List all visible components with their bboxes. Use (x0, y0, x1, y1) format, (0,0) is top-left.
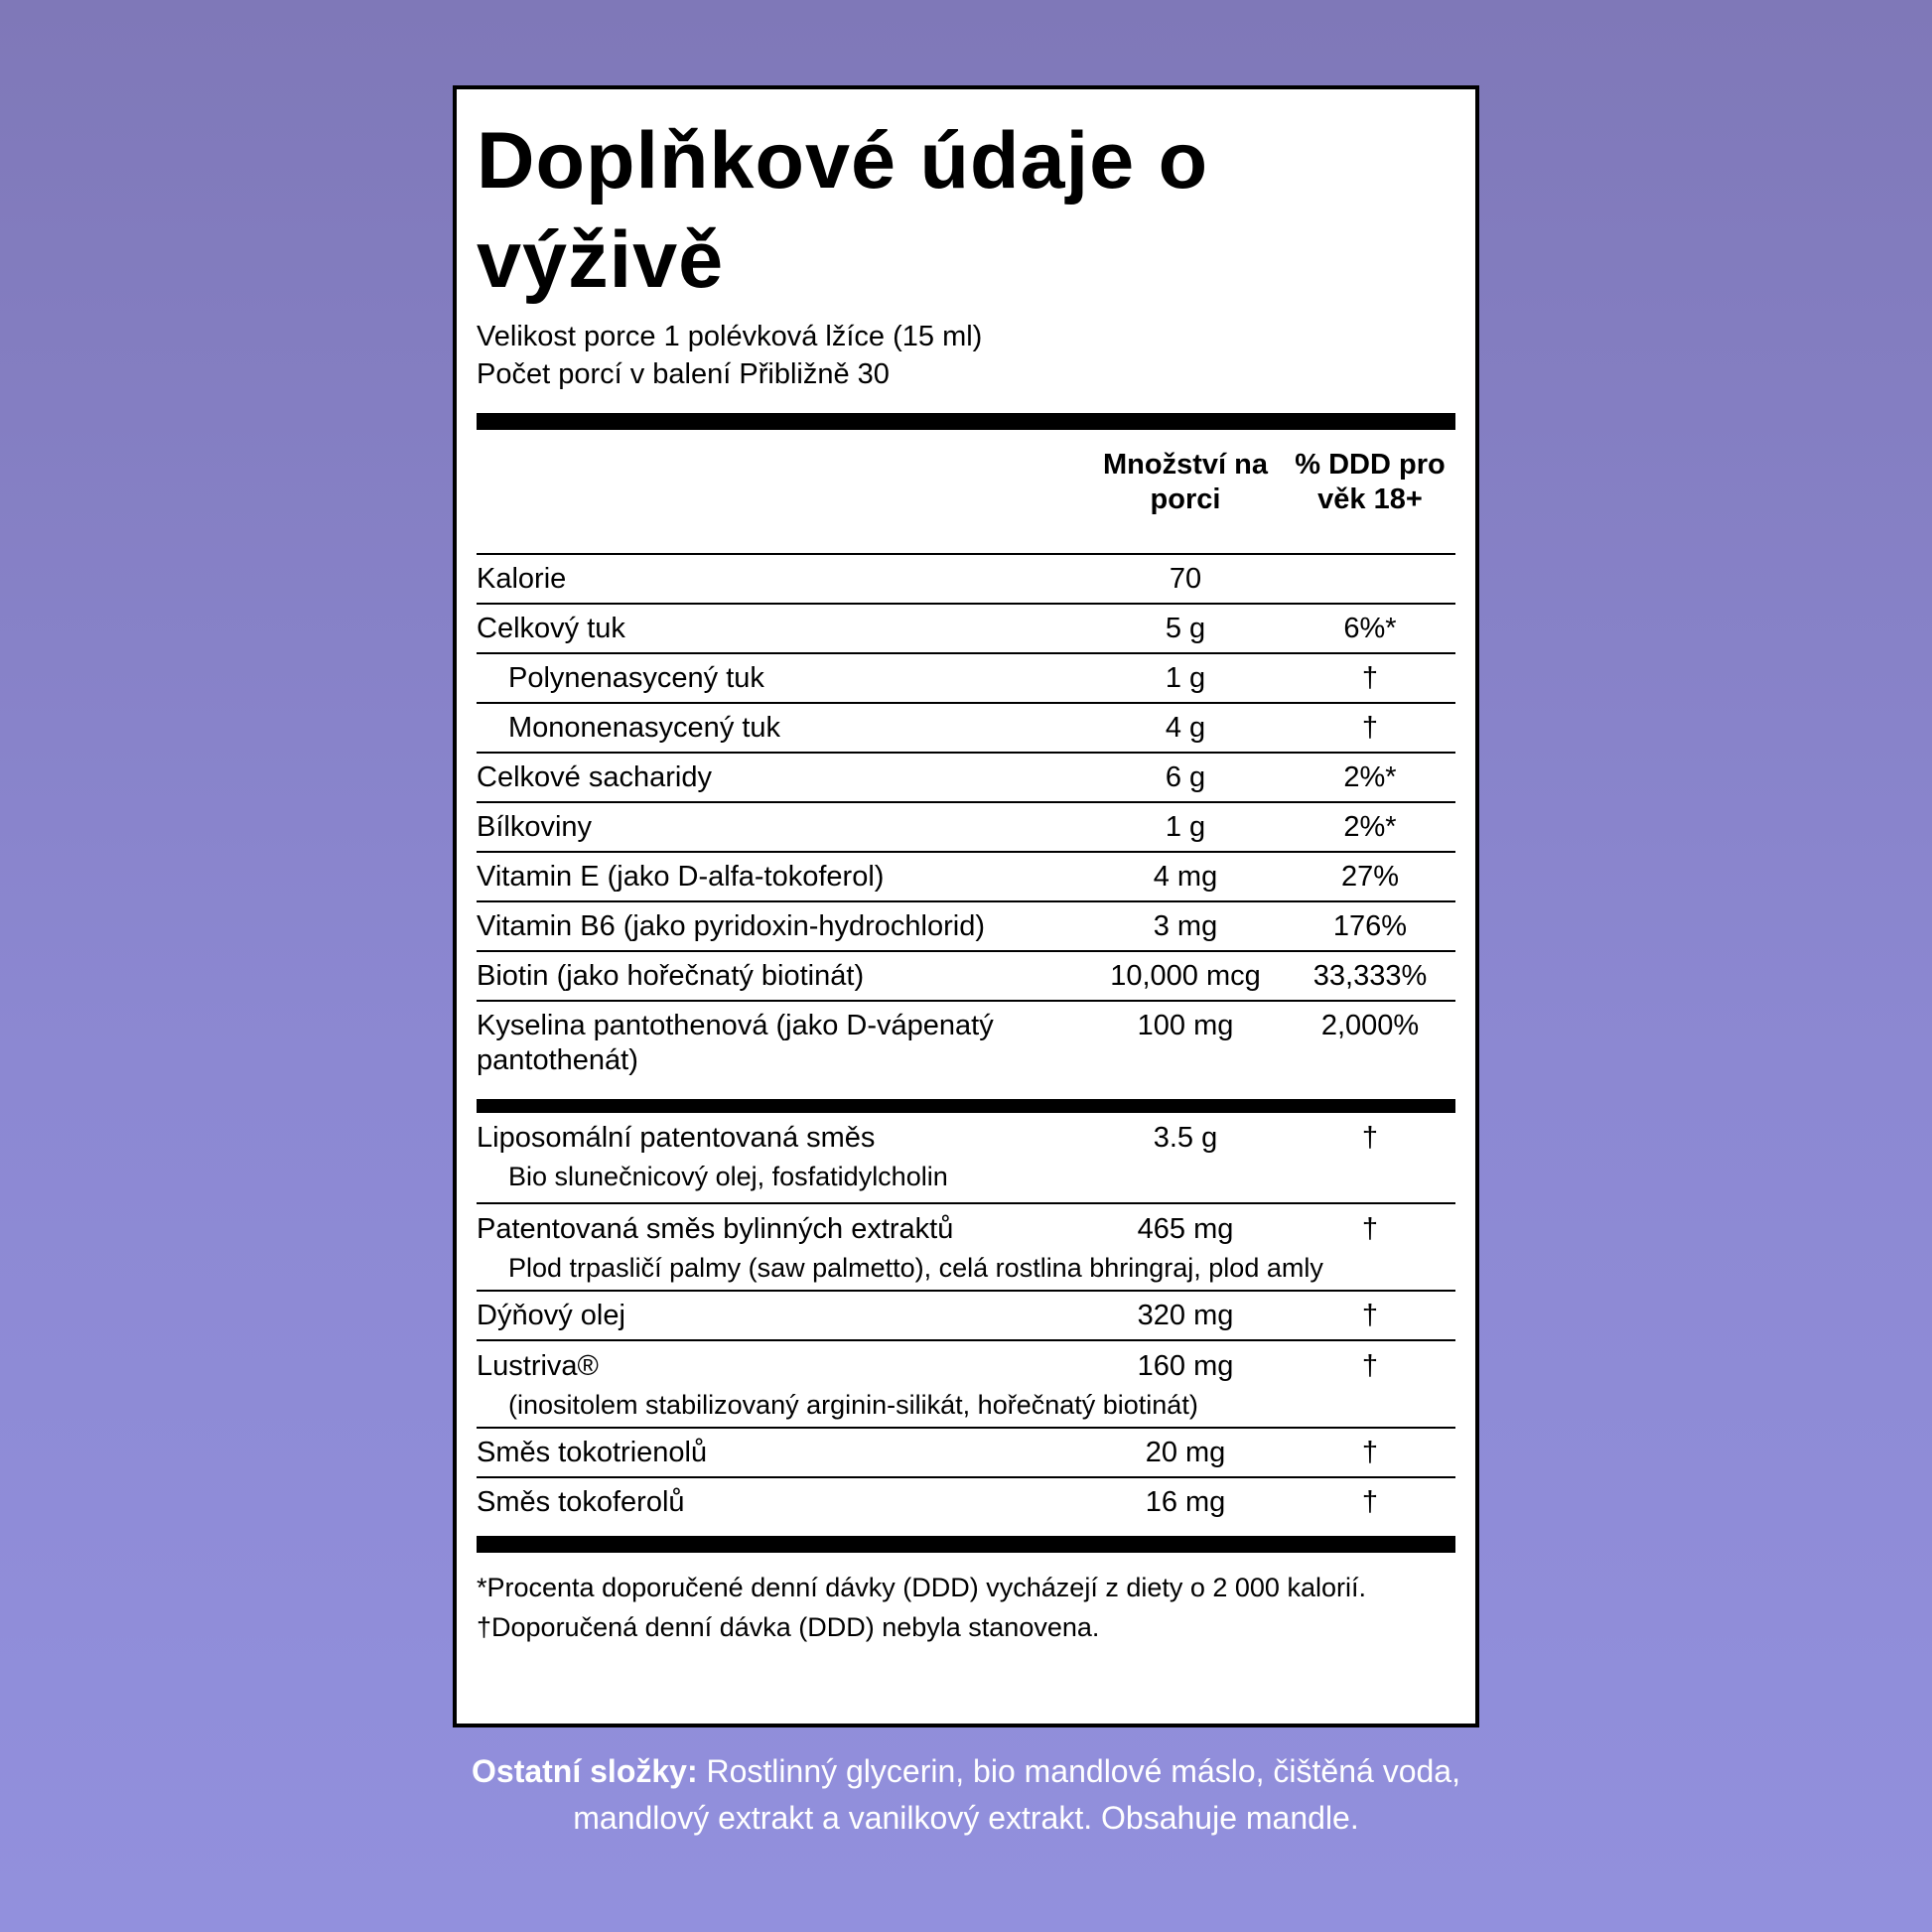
blend-amount: 160 mg (1137, 1350, 1234, 1382)
blend-amount: 20 mg (1145, 1437, 1226, 1468)
nutrient-name: Vitamin E (jako D-alfa-tokoferol) (477, 861, 885, 893)
other-ingredients-text: Rostlinný glycerin, bio mandlové máslo, čištěná voda, mandlový extrakt a vanilkový extrakt. Obsahuje mandle. (573, 1753, 1460, 1836)
nutrient-amount: 1 g (1165, 662, 1206, 694)
nutrient-dv: 2%* (1343, 761, 1397, 793)
nutrient-amount: 3 mg (1153, 910, 1218, 942)
blend-dv: † (1361, 1213, 1379, 1245)
blend-name: Liposomální patentovaná směs (477, 1122, 876, 1154)
nutrient-row (477, 803, 1455, 853)
nutrient-row (477, 1002, 1455, 1099)
nutrient-amount: 70 (1169, 563, 1202, 595)
blend-dv: † (1361, 1350, 1379, 1382)
nutrient-name: Celkový tuk (477, 613, 625, 644)
footnote-dagger: †Doporučená denní dávka (DDD) nebyla stanovena. (477, 1612, 1100, 1642)
nutrient-name: Kalorie (477, 563, 567, 595)
nutrient-amount: 6 g (1165, 761, 1206, 793)
divider-mid (477, 1099, 1455, 1113)
blend-row (477, 1478, 1455, 1528)
other-ingredients (437, 1748, 1495, 1842)
other-ingredients-label: Ostatní složky: (472, 1753, 698, 1789)
nutrient-dv: 33,333% (1312, 960, 1428, 992)
nutrient-row (477, 605, 1455, 654)
nutrient-amount: 1 g (1165, 811, 1206, 843)
footnote-dv: *Procenta doporučené denní dávky (DDD) vycházejí z diety o 2 000 kalorií. (477, 1573, 1366, 1602)
nutrient-name: Vitamin B6 (jako pyridoxin-hydrochlorid) (477, 910, 986, 942)
nutrient-row (477, 555, 1455, 605)
blend-amount: 320 mg (1137, 1300, 1234, 1331)
nutrient-dv: 2%* (1343, 811, 1397, 843)
nutrient-name: Mononenasycený tuk (508, 712, 781, 744)
blend-name: Směs tokoferolů (477, 1486, 685, 1518)
blend-row (477, 1204, 1455, 1292)
column-dv-header: % DDD pro věk 18+ (1295, 449, 1446, 515)
blend-ingredients: Bio slunečnicový olej, fosfatidylcholin (508, 1162, 948, 1191)
supplement-facts-panel (453, 85, 1479, 1727)
nutrient-name: Bílkoviny (477, 811, 593, 843)
blend-amount: 3.5 g (1153, 1122, 1218, 1154)
panel-title: Doplňkové údaje o výživě (477, 116, 1209, 305)
nutrient-dv: † (1361, 662, 1379, 694)
nutrient-dv: 6%* (1343, 613, 1397, 644)
nutrient-amount: 100 mg (1137, 1010, 1234, 1041)
blend-row (477, 1113, 1455, 1204)
blend-dv: † (1361, 1300, 1379, 1331)
serving-info (477, 318, 1455, 393)
nutrient-amount: 5 g (1165, 613, 1206, 644)
nutrient-name: Polynenasycený tuk (508, 662, 764, 694)
blend-ingredients: Plod trpasličí palmy (saw palmetto), celá rostlina bhringraj, plod amly (508, 1253, 1323, 1283)
nutrient-row (477, 952, 1455, 1002)
blend-name: Lustriva® (477, 1350, 599, 1382)
blend-row (477, 1429, 1455, 1478)
column-header (477, 430, 1455, 555)
blend-dv: † (1361, 1486, 1379, 1518)
servings-per-container: Počet porcí v balení Přibližně 30 (477, 358, 890, 390)
blend-ingredients: (inositolem stabilizovaný arginin-silikát, hořečnatý biotinát) (508, 1390, 1198, 1420)
nutrient-row (477, 704, 1455, 754)
nutrient-amount: 10,000 mcg (1110, 960, 1261, 992)
blend-name: Dýňový olej (477, 1300, 625, 1331)
footnotes (477, 1571, 1455, 1644)
nutrient-dv: 27% (1340, 861, 1400, 893)
blend-row (477, 1341, 1455, 1429)
blend-dv: † (1361, 1437, 1379, 1468)
nutrient-dv: 2,000% (1320, 1010, 1420, 1041)
nutrient-name: Biotin (jako hořečnatý biotinát) (477, 960, 865, 992)
column-amount-header: Množství na porci (1103, 449, 1268, 515)
blend-name: Směs tokotrienolů (477, 1437, 708, 1468)
blend-dv: † (1361, 1122, 1379, 1154)
nutrient-dv: † (1361, 712, 1379, 744)
nutrient-name: Kyselina pantothenová (jako D-vápenatý pantothenát) (477, 1010, 994, 1076)
nutrient-dv: 176% (1332, 910, 1408, 942)
blend-row (477, 1292, 1455, 1341)
divider-thick (477, 1536, 1455, 1553)
divider-thick (477, 413, 1455, 430)
blend-amount: 465 mg (1137, 1213, 1234, 1245)
nutrient-amount: 4 g (1165, 712, 1206, 744)
nutrient-row (477, 902, 1455, 952)
nutrient-row (477, 654, 1455, 704)
nutrient-amount: 4 mg (1153, 861, 1218, 893)
nutrient-row (477, 754, 1455, 803)
nutrient-name: Celkové sacharidy (477, 761, 712, 793)
blend-amount: 16 mg (1145, 1486, 1226, 1518)
blend-name: Patentovaná směs bylinných extraktů (477, 1213, 954, 1245)
serving-size: Velikost porce 1 polévková lžíce (15 ml) (477, 321, 983, 352)
nutrient-row (477, 853, 1455, 902)
